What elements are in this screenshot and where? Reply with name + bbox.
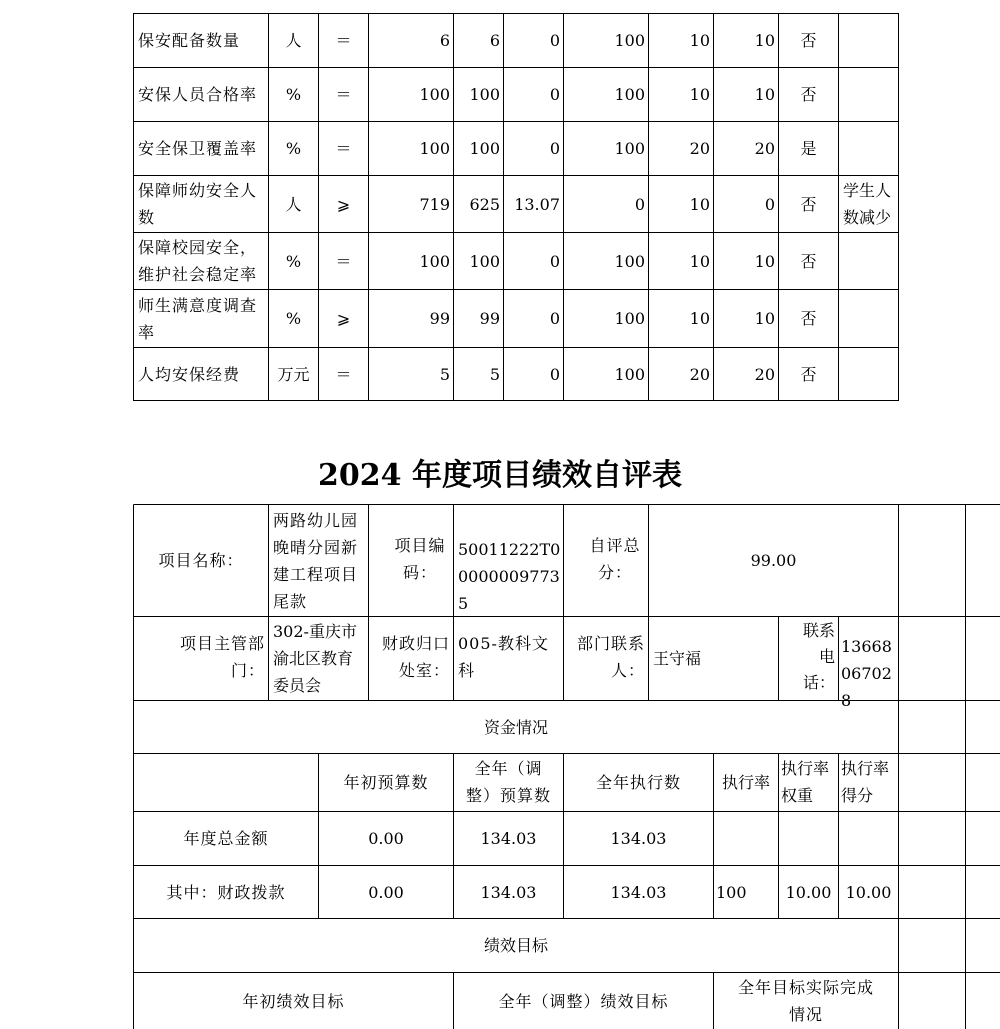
cell-weight: 20 [689, 364, 710, 384]
cell-note [839, 68, 898, 121]
cell-score: 10 [754, 31, 775, 50]
cell-actual: 625 [469, 194, 500, 214]
cell-note [839, 290, 898, 347]
fiscal-weight: 10.00 [785, 882, 832, 902]
cell-target: 100 [419, 251, 450, 271]
cell-unit: % [285, 251, 302, 271]
dept-value: 302-重庆市渝北区教育委员会 [273, 622, 357, 695]
cell-note [839, 348, 898, 400]
cell-score: 20 [754, 364, 775, 384]
cell-target: 100 [419, 139, 450, 158]
total-label: 年度总金额 [183, 829, 269, 848]
total-initial: 0.00 [368, 829, 404, 848]
cell-note: 学生人数减少 [843, 181, 892, 227]
col-actual-completion: 全年目标实际完成情况 [737, 978, 874, 1024]
project-name-label: 项目名称： [158, 551, 244, 570]
cell-note [839, 14, 898, 67]
cell-score: 10 [754, 251, 775, 271]
perf-header: 绩效目标 [483, 936, 548, 955]
cell-rate: 100 [614, 364, 645, 384]
cell-deviation: 0 [549, 31, 560, 50]
cell-score: 0 [764, 194, 775, 214]
cell-rate: 100 [614, 31, 645, 50]
finance-value: 005-教科文科 [458, 634, 549, 680]
cell-deviation: 13.07 [514, 194, 560, 214]
cell-target: 719 [419, 194, 450, 214]
col-initial-budget: 年初预算数 [343, 773, 429, 792]
cell-deviation: 0 [549, 309, 560, 328]
cell-name: 师生满意度调查率 [138, 295, 258, 342]
cell-unit: % [285, 85, 302, 104]
cell-flag: 否 [800, 194, 817, 214]
cell-actual: 100 [469, 251, 500, 271]
cell-weight: 10 [689, 251, 710, 271]
cell-op: ＝ [335, 139, 352, 158]
cell-name: 安保人员合格率 [138, 85, 258, 104]
cell-deviation: 0 [549, 139, 560, 158]
cell-name: 人均安保经费 [138, 364, 241, 384]
cell-flag: 否 [800, 31, 817, 50]
col-exec-weight: 执行率权重 [781, 759, 830, 805]
cell-unit: 人 [285, 194, 302, 214]
cell-rate: 100 [614, 309, 645, 328]
self-score-value: 99.00 [750, 551, 797, 570]
col-adjusted-goal: 全年（调整）绩效目标 [498, 991, 669, 1011]
project-name-value: 两路幼儿园晚晴分园新建工程项目尾款 [273, 511, 359, 611]
cell-op: ＝ [335, 31, 352, 50]
total-adjusted: 134.03 [480, 829, 537, 848]
total-executed: 134.03 [610, 829, 667, 848]
col-exec-rate: 执行率 [721, 773, 770, 792]
cell-flag: 否 [800, 364, 817, 384]
cell-op: ＝ [335, 85, 352, 104]
cell-rate: 100 [614, 85, 645, 104]
cell-name: 保障校园安全，维护社会稳定率 [138, 238, 258, 284]
cell-target: 99 [429, 309, 450, 328]
cell-flag: 是 [800, 139, 817, 158]
dept-label: 项目主管部门： [179, 634, 265, 680]
col-executed: 全年执行数 [595, 773, 681, 792]
cell-score: 10 [754, 85, 775, 104]
cell-weight: 20 [689, 139, 710, 158]
cell-unit: % [285, 309, 302, 328]
funds-header: 资金情况 [483, 717, 548, 737]
cell-flag: 否 [800, 309, 817, 328]
phone-label: 联系电话： [802, 621, 835, 692]
fiscal-initial: 0.00 [368, 882, 404, 902]
cell-actual: 100 [469, 139, 500, 158]
cell-weight: 10 [689, 194, 710, 214]
cell-op: ＝ [335, 364, 352, 384]
cell-unit: % [285, 139, 302, 158]
cell-flag: 否 [800, 85, 817, 104]
contact-value: 王守福 [653, 649, 702, 668]
form-title: 2024 年度项目绩效自评表 [318, 458, 682, 493]
cell-target: 6 [439, 31, 450, 50]
project-code-value: 50011222T000000097735 [458, 540, 561, 613]
cell-note [839, 233, 898, 289]
col-initial-goal: 年初绩效目标 [242, 991, 345, 1011]
cell-target: 5 [439, 364, 450, 384]
fiscal-rate: 100 [716, 882, 747, 902]
cell-score: 20 [754, 139, 775, 158]
cell-score: 10 [754, 309, 775, 328]
fiscal-adjusted: 134.03 [480, 882, 537, 902]
cell-deviation: 0 [549, 85, 560, 104]
phone-value: 13668067028 [841, 637, 892, 710]
cell-weight: 10 [689, 85, 710, 104]
cell-note [839, 122, 898, 175]
cell-deviation: 0 [549, 364, 560, 384]
cell-actual: 5 [489, 364, 500, 384]
cell-rate: 100 [614, 139, 645, 158]
cell-name: 安全保卫覆盖率 [138, 139, 258, 158]
cell-rate: 0 [634, 194, 645, 214]
cell-deviation: 0 [549, 251, 560, 271]
cell-name: 保障师幼安全人数 [138, 181, 258, 227]
fiscal-label: 其中：财政拨款 [166, 882, 286, 902]
contact-label: 部门联系人： [576, 634, 645, 680]
fiscal-score: 10.00 [845, 882, 892, 902]
fiscal-executed: 134.03 [610, 882, 667, 902]
col-exec-score: 执行率得分 [841, 759, 890, 805]
cell-unit: 人 [285, 31, 302, 50]
self-score-label: 自评总分： [589, 536, 641, 582]
cell-actual: 100 [469, 85, 500, 104]
cell-op: ＝ [335, 251, 352, 271]
cell-unit: 万元 [277, 364, 310, 384]
cell-target: 100 [419, 85, 450, 104]
cell-actual: 99 [479, 309, 500, 328]
cell-flag: 否 [800, 251, 817, 271]
project-code-label: 项目编码： [394, 536, 446, 582]
cell-name: 保安配备数量 [138, 31, 241, 50]
cell-weight: 10 [689, 309, 710, 328]
cell-op: ⩾ [336, 194, 351, 214]
cell-actual: 6 [489, 31, 500, 50]
col-adjusted-budget: 全年（调整）预算数 [465, 759, 551, 805]
cell-weight: 10 [689, 31, 710, 50]
cell-op: ⩾ [336, 309, 351, 328]
cell-rate: 100 [614, 251, 645, 271]
finance-label: 财政归口处室： [381, 634, 450, 680]
